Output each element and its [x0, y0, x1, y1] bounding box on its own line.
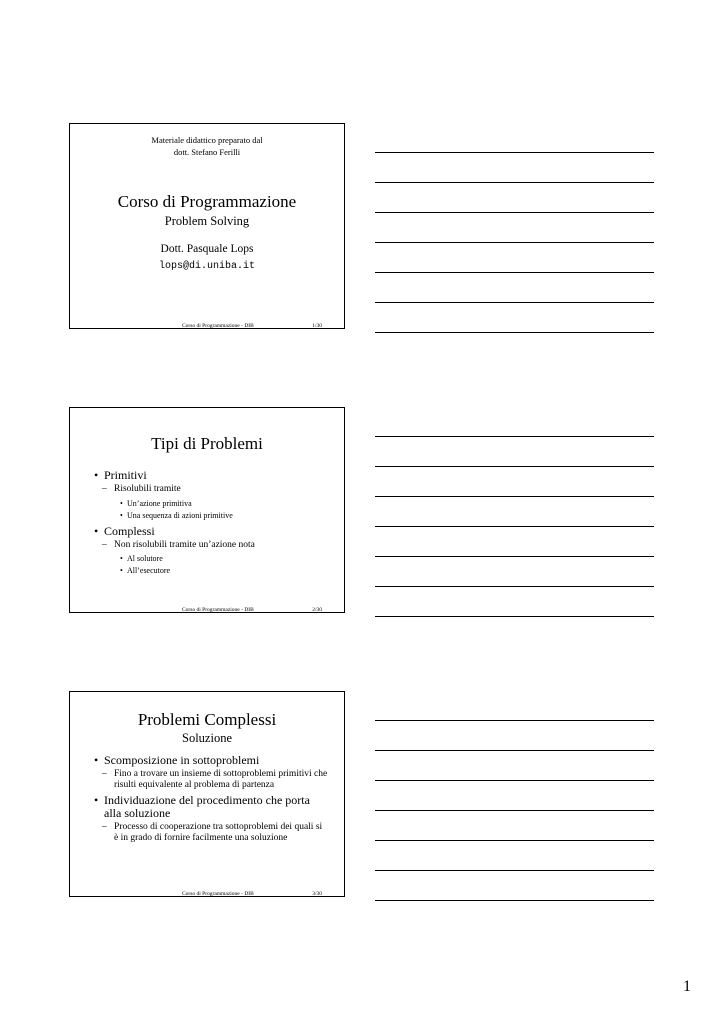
note-line	[375, 152, 654, 153]
slide-2	[69, 407, 345, 613]
note-line	[375, 780, 654, 781]
slide-3-bullet-list	[94, 751, 328, 843]
slide-3-footer-number: 3/30	[312, 891, 322, 897]
sub-sub-bullet: • Una sequenza di azioni primitive	[120, 511, 328, 520]
note-line	[375, 900, 654, 901]
note-line	[375, 272, 654, 273]
note-line	[375, 466, 654, 467]
slide-1-author: Dott. Pasquale Lops	[160, 243, 254, 255]
note-line	[375, 182, 654, 183]
slide-2-bullet-list	[94, 466, 328, 575]
note-line	[375, 526, 654, 527]
slide-1-email: lops@di.uniba.it	[158, 261, 255, 272]
slide-3	[69, 691, 345, 897]
bullet-primitivi: • Primitivi	[94, 469, 328, 482]
slide-1-footer-number: 1/30	[312, 323, 322, 329]
slide-2-footer-course: Corso di Programmazione - DIB	[182, 607, 254, 613]
note-line	[375, 212, 654, 213]
note-line	[375, 332, 654, 333]
sub-sub-bullet: • All’esecutore	[120, 566, 328, 575]
page-number: 1	[683, 978, 691, 995]
sub-bullet: – Risolubili tramite	[102, 484, 328, 495]
slide-2-title: Tipi di Problemi	[151, 434, 263, 453]
note-line	[375, 556, 654, 557]
sub-sub-bullet: • Al solutore	[120, 554, 328, 563]
note-line	[375, 496, 654, 497]
sub-bullet: – Non risolubili tramite un’azione nota	[102, 540, 328, 551]
slide-3-title: Problemi Complessi	[137, 710, 277, 729]
slide-1-subtitle: Problem Solving	[164, 214, 250, 228]
sub-sub-bullet: • Un’azione primitiva	[120, 499, 328, 508]
sub-bullet: – Processo di cooperazione tra sottoproblemi dei quali si è in grado di fornire facilmente una soluzione	[102, 822, 328, 843]
note-line	[375, 302, 654, 303]
slide-1-footer-course: Corso di Programmazione - DIB	[182, 323, 254, 329]
note-line	[375, 720, 654, 721]
slide-3-footer-course: Corso di Programmazione - DIB	[182, 891, 254, 897]
slide-1	[69, 123, 345, 329]
sub-bullet: – Fino a trovare un insieme di sottoproblemi primitivi che risulti equivalente al problema di partenza	[102, 769, 328, 790]
bullet-complessi: • Complessi	[94, 525, 328, 538]
note-line	[375, 616, 654, 617]
slide-1-header-line2: dott. Stefano Ferilli	[173, 147, 241, 157]
slide-1-title: Corso di Programmazione	[117, 192, 297, 211]
slide-1-header-line1: Materiale didattico preparato dal	[151, 135, 263, 145]
note-line	[375, 840, 654, 841]
note-line	[375, 436, 654, 437]
slide-3-subtitle: Soluzione	[182, 731, 232, 745]
note-line	[375, 586, 654, 587]
note-line	[375, 870, 654, 871]
note-line	[375, 242, 654, 243]
bullet-scomposizione: • Scomposizione in sottoproblemi	[94, 754, 328, 767]
note-line	[375, 750, 654, 751]
note-line	[375, 810, 654, 811]
bullet-individuazione: • Individuazione del procedimento che porta alla soluzione	[94, 794, 328, 820]
slide-2-footer-number: 2/30	[312, 607, 322, 613]
